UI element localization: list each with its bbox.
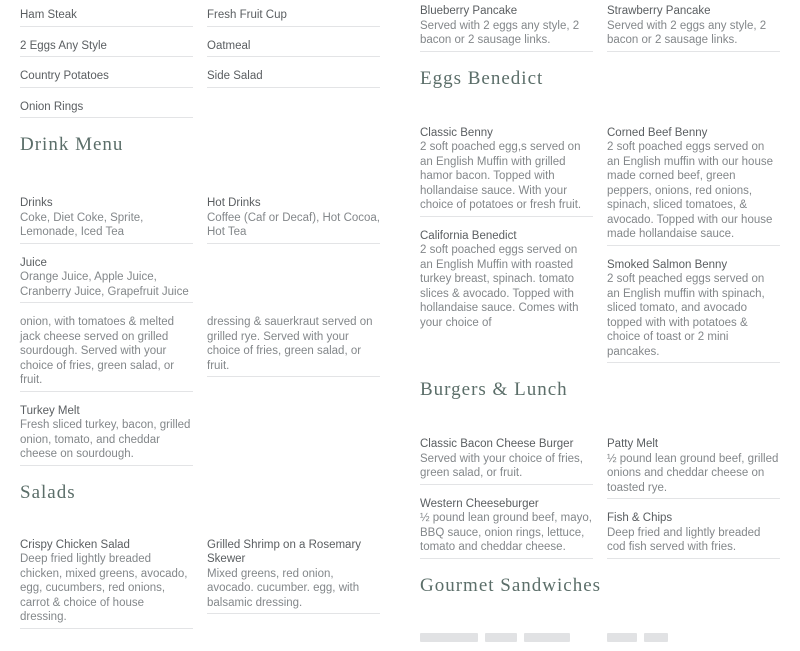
menu-panel-left <box>20 0 380 629</box>
menu-item-description: Coffee (Caf or Decaf), Hot Cocoa, Hot Tea <box>207 211 380 238</box>
menu-panel-right <box>420 0 780 651</box>
column <box>420 4 593 52</box>
menu-item <box>207 69 380 88</box>
column <box>20 8 193 118</box>
clipped-next-items <box>420 633 780 651</box>
menu-item-name: California Benedict <box>420 229 517 242</box>
menu-item-name: Classic Benny <box>420 126 493 139</box>
column <box>607 437 780 559</box>
menu-item <box>20 196 193 244</box>
menu-item <box>607 126 780 246</box>
menu-item-name: Fresh Fruit Cup <box>207 9 287 21</box>
menu-item-name: 2 Eggs Any Style <box>20 39 107 52</box>
section-breakfast-sides <box>20 8 380 118</box>
menu-item-name: Oatmeal <box>207 39 251 52</box>
menu-item-name: Classic Bacon Cheese Burger <box>420 438 574 450</box>
section-heading-eggs-benedict: Eggs Benedict <box>420 67 544 89</box>
menu-item-description: Served with your choice of fries, green salad, or fruit. <box>420 452 583 479</box>
menu-item <box>20 538 193 629</box>
menu-item-description: onion, with tomatoes & melted jack cheese served on grilled sourdough. Served with your choice of fries, green salad, or fruit. <box>20 316 175 386</box>
menu-item <box>207 39 380 58</box>
clipped-item-text <box>420 633 593 651</box>
menu-item <box>607 4 780 52</box>
menu-item-name: Drinks <box>20 197 53 209</box>
menu-item-name: Hot Drinks <box>207 197 261 209</box>
menu-item <box>420 497 593 559</box>
menu-item <box>420 229 593 334</box>
menu-item <box>20 404 193 466</box>
column <box>420 126 593 364</box>
menu-item <box>20 100 193 119</box>
menu-item <box>207 538 380 615</box>
menu-item <box>607 511 780 559</box>
cell <box>207 538 380 629</box>
column <box>607 126 780 364</box>
menu-item-description: Coke, Diet Coke, Sprite, Lemonade, Iced Tea <box>20 211 144 238</box>
section-drink-menu <box>20 196 380 466</box>
menu-item-name: Crispy Chicken Salad <box>20 538 130 551</box>
section-burgers-lunch <box>420 437 780 559</box>
menu-item-description: 2 soft poached eggs served on an English Muffin with roasted turkey breast, spinach. tomato slices & avocado. Topped with hollandaise sauce. Comes with your choice of <box>420 244 579 329</box>
menu-item <box>207 196 380 244</box>
menu-row <box>20 196 380 244</box>
menu-item-description: Served with 2 eggs any style, 2 bacon or 2 sausage links. <box>607 19 767 46</box>
cell <box>20 196 193 244</box>
menu-item-description: ½ pound lean ground beef, mayo, BBQ sauce, onion rings, lettuce, tomato and cheddar cheese. <box>420 512 592 553</box>
menu-row <box>20 404 380 466</box>
menu-item <box>20 256 193 304</box>
cell <box>20 256 193 304</box>
menu-item <box>607 258 780 364</box>
menu-item <box>420 4 593 52</box>
menu-item-name: Corned Beef Benny <box>607 126 708 139</box>
menu-item-description: Orange Juice, Apple Juice, Cranberry Juice, Grapefruit Juice <box>20 271 189 298</box>
menu-item-name: Western Cheeseburger <box>420 497 539 510</box>
cell <box>207 196 380 244</box>
cell <box>20 538 193 629</box>
menu-item-name: Country Potatoes <box>20 70 109 82</box>
cell <box>20 404 193 466</box>
menu-item-description: Deep fried and lightly breaded cod fish served with fries. <box>607 526 761 553</box>
menu-item-description: dressing & sauerkraut served on grilled rye. Served with your choice of fries, green salad, or fruit. <box>207 316 373 372</box>
menu-item-description: Mixed greens, red onion, avocado. cucumber. egg, with balsamic dressing. <box>207 567 360 609</box>
menu-item-name: Strawberry Pancake <box>607 5 711 17</box>
menu-item-clipped <box>20 315 193 392</box>
section-salads <box>20 538 380 629</box>
menu-item <box>20 8 193 27</box>
menu-item <box>420 126 593 217</box>
menu-item-name: Turkey Melt <box>20 404 80 417</box>
menu-item <box>20 39 193 58</box>
menu-item-description: ½ pound lean ground beef, grilled onions and cheddar cheese on toasted rye. <box>607 452 779 494</box>
menu-item-name: Onion Rings <box>20 100 84 113</box>
menu-item-name: Fish & Chips <box>607 512 673 524</box>
menu-item-name: Ham Steak <box>20 9 77 21</box>
column <box>607 4 780 52</box>
menu-item <box>207 8 380 27</box>
menu-row <box>20 315 380 392</box>
menu-item-name: Blueberry Pancake <box>420 5 518 17</box>
menu-item-description: Served with 2 eggs any style, 2 bacon or 2 sausage links. <box>420 19 580 46</box>
section-heading-drink-menu: Drink Menu <box>20 134 124 155</box>
section-heading-salads: Salads <box>20 481 76 503</box>
menu-item <box>607 437 780 499</box>
cell-empty <box>207 404 380 466</box>
section-heading-burgers-lunch: Burgers & Lunch <box>420 379 568 400</box>
menu-item-name: Juice <box>20 256 47 269</box>
menu-item-clipped <box>207 315 380 377</box>
column <box>420 437 593 559</box>
menu-item-name: Smoked Salmon Benny <box>607 258 728 271</box>
menu-item <box>20 69 193 88</box>
clipped-item-text <box>607 633 780 651</box>
menu-item-name: Side Salad <box>207 70 263 82</box>
cell <box>207 315 380 392</box>
menu-item-description: Fresh sliced turkey, bacon, grilled onion, tomato, and cheddar cheese on sourdough. <box>20 419 191 460</box>
menu-item-name: Grilled Shrimp on a Rosemary Skewer <box>207 538 362 565</box>
cell-empty <box>207 256 380 304</box>
menu-item-description: 2 soft peached eggs served on an English muffin with spinach, sliced tomato, and avocado topped with with potatoes & choice of toast or 2 mini pancakes. <box>607 273 765 358</box>
column <box>207 8 380 118</box>
cell <box>20 315 193 392</box>
menu-item <box>420 437 593 485</box>
menu-item-description: 2 soft poached eggs served on an English muffin with our house made corned beef, green peppers, onions, red onions, spinach, sliced tomatoes, & avocado. Topped with our house made hollandaise sauce. <box>607 141 773 240</box>
section-heading-gourmet-sandwiches: Gourmet Sandwiches <box>420 574 602 596</box>
menu-item-description: Deep fried lightly breaded chicken, mixed greens, avocado, egg, cucumbers, red onions, carrot & choice of house dressing. <box>20 553 188 623</box>
section-eggs-benedict <box>420 126 780 364</box>
menu-row <box>20 256 380 304</box>
menu-item-name: Patty Melt <box>607 438 659 450</box>
section-pancakes <box>420 4 780 52</box>
menu-item-description: 2 soft poached egg,s served on an English Muffin with grilled hamor bacon. Topped with hollandaise sauce. With your choice of potatoes or fresh fruit. <box>420 141 582 211</box>
